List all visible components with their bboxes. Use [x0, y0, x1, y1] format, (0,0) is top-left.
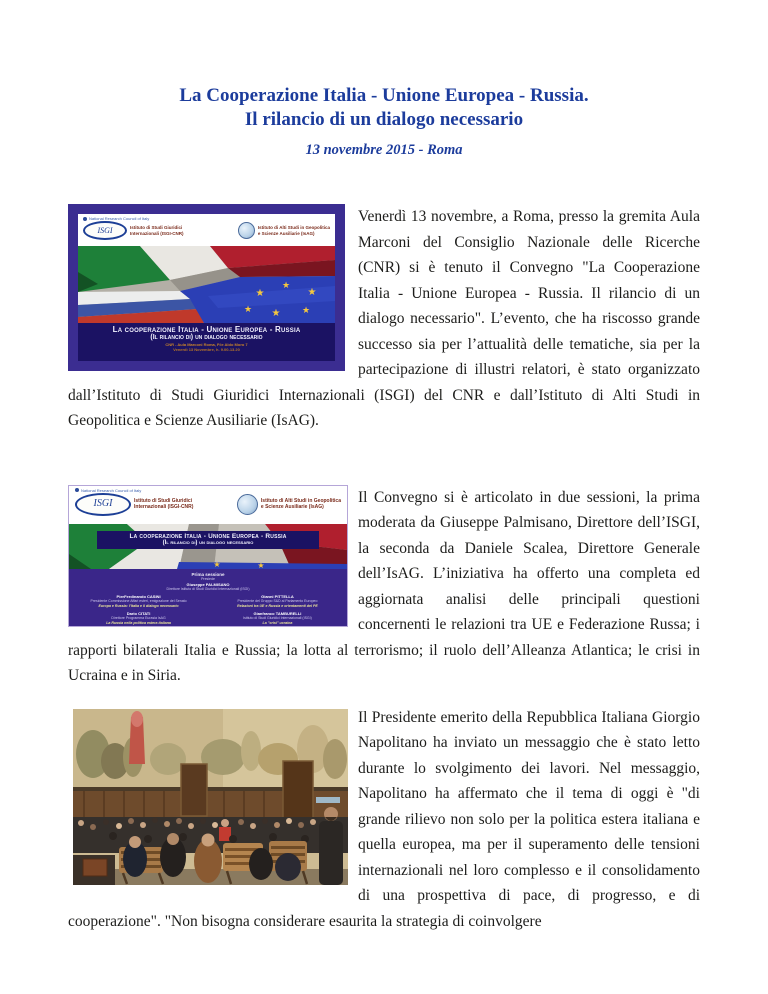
- paragraph-3: [68, 705, 700, 935]
- preside-label: Presiede: [201, 577, 215, 581]
- isgi-logo: ISGI: [75, 493, 131, 516]
- paragraph-1-text: Venerdì 13 novembre, a Roma, presso la gremita Aula Marconi del Consiglio Nazionale delle Ricerche (CNR) si è tenuto il Convegno "La Cooperazione Italia - Unione Europea - Russia. Il rilancio di un dialogo necessario". L’evento, che ha riscosso grande successo sia per l’attualità delle tematiche, sia per la partecipazione di illustri relatori, è stato organizzato dall’Istituto di Studi Giuridici Internazionali (ISGI) del CNR e dall’Istituto di Alti Studi in Geopolitica e Scienze Ausiliarie (IsAG).: [68, 208, 700, 429]
- speaker-entry: Gianfranco TAMBURELLI Istituto di Studi Giuridici Internazionali (ISGI) La "crisi" ucraina: [243, 611, 312, 625]
- speaker-entry: Dario CITATI Direttore Programma Eurasia IsAG La Russia nella politica estera italiana: [106, 611, 171, 625]
- title-line-1: La Cooperazione Italia - Unione Europea - Russia.: [179, 85, 589, 106]
- chair-name: Giuseppe PALMISANO: [186, 581, 230, 587]
- eu-star-icon: ★: [307, 287, 317, 298]
- poster1-datetime: Venerdì 13 Novembre, h. 9.00-13.20: [173, 347, 240, 352]
- isgi-logo: ISGI: [83, 221, 127, 240]
- page-title: [68, 84, 700, 132]
- cnr-globe-icon: [75, 488, 79, 492]
- chair-role: Direttore Istituto di Studi Giuridici Internazionali (ISGI): [166, 586, 250, 591]
- wall-screen: [316, 797, 340, 803]
- eu-star-icon: ★: [255, 288, 265, 299]
- flags-graphic: [69, 524, 347, 569]
- program-flyer-image: [68, 485, 348, 627]
- isag-logo: [237, 494, 258, 515]
- paragraph-3-text: Il Presidente emerito della Repubblica Italiana Giorgio Napolitano ha inviato un messaggio che è stato letto durante lo svolgimento dei lavori. Nel messaggio, Napolitano ha affermato che il tema di oggi è "di grande rilievo non solo per la politica estera italiana e quella europea, ma per il superamento delle tensioni internazionali nel loro complesso e il consolidamento di una prospettiva di pace, di progresso, e di cooperazione". "Non bisogna considerare esaurita la strategia di coinvolgere: [68, 708, 700, 930]
- cnr-globe-icon: [83, 217, 87, 221]
- poster1-title: La cooperazione Italia - Unione Europea - Russia: [112, 325, 301, 334]
- poster2-title-band: [97, 531, 319, 550]
- isag-label: Istituto di Alti Studi in Geopolitica e Scienze Ausiliarie (IsAG): [260, 498, 341, 510]
- eu-star-icon: ★: [243, 305, 253, 315]
- speakers-left-column: [77, 594, 200, 628]
- eu-star-icon: ★: [257, 560, 265, 569]
- speaker-entry: Gianni PITTELLA Presidente del Gruppo S&D al Parlamento Europeo Relazioni tra UE e Russia e orientamenti del PE: [237, 594, 318, 608]
- paragraph-2-text: Il Convegno si è articolato in due sessioni, la prima moderata da Giuseppe Palmisano, Direttore dell’ISGI, la seconda da Daniele Scalea, Direttore Generale dell’IsAG. L’iniziativa ha offerto una completa ed aggiornata analisi delle principali questioni concernenti le relazioni tra UE e Federazione Russa; i rapporti bilaterali Italia e Russia; la lotta al terrorismo; il ruolo dell’Alleanza Atlantica; le crisi in Ucraina e in Siria.: [68, 488, 700, 684]
- paragraph-1: [68, 204, 700, 434]
- audience-photo: [73, 709, 348, 885]
- speakers-right-column: [216, 594, 339, 628]
- eu-star-icon: ★: [281, 281, 291, 291]
- flags-illustration: [78, 246, 335, 323]
- poster2-title: La cooperazione Italia - Unione Europea - Russia: [129, 532, 287, 540]
- poster2-header: [69, 486, 347, 524]
- poster1-subtitle: (Il rilancio di) un dialogo necessario: [150, 334, 263, 341]
- conference-poster-image: [68, 204, 345, 371]
- cnr-label: National Research Council of Italy: [89, 216, 150, 221]
- isag-logo: [238, 222, 255, 239]
- poster1-venue: CNR - Aula Marconi Roma, P.le Aldo Moro 7: [165, 342, 248, 347]
- poster1-header: [78, 214, 335, 246]
- wooden-box: [83, 859, 107, 876]
- title-line-2: Il rilancio di un dialogo necessario: [244, 109, 524, 130]
- eu-star-icon: ★: [301, 306, 311, 316]
- flags-graphic: [78, 246, 335, 323]
- date-line: 13 novembre 2015 - Roma: [305, 142, 463, 158]
- program-section: [69, 569, 347, 626]
- isgi-label: Istituto di Studi Giuridici Internazionali (ISGI-CNR): [134, 498, 194, 510]
- cnr-label: National Research Council of Italy: [81, 487, 142, 493]
- door: [283, 761, 313, 819]
- russian-flag: [78, 291, 204, 323]
- poster1-title-band: [78, 323, 335, 361]
- paragraph-2: [68, 485, 700, 689]
- eu-star-icon: ★: [271, 308, 281, 319]
- poster2-subtitle: (Il rilancio di) un dialogo necessario: [162, 540, 254, 546]
- door: [181, 764, 207, 816]
- speaker-entry: PierFerdinando CASINI Presidente Commissione Affari esteri, emigrazione del Senato Europa e Russia: l’Italia e il dialogo necessario: [90, 594, 187, 608]
- isgi-label: Istituto di Studi Giuridici Internazionali (ISGI-CNR): [130, 225, 184, 236]
- isag-label: Istituto di Alti Studi in Geopolitica e Scienze Ausiliarie (IsAG): [257, 225, 330, 236]
- eu-star-icon: ★: [213, 559, 221, 569]
- session-header: Prima sessione: [191, 571, 225, 577]
- audience-photo-illustration: [73, 709, 348, 885]
